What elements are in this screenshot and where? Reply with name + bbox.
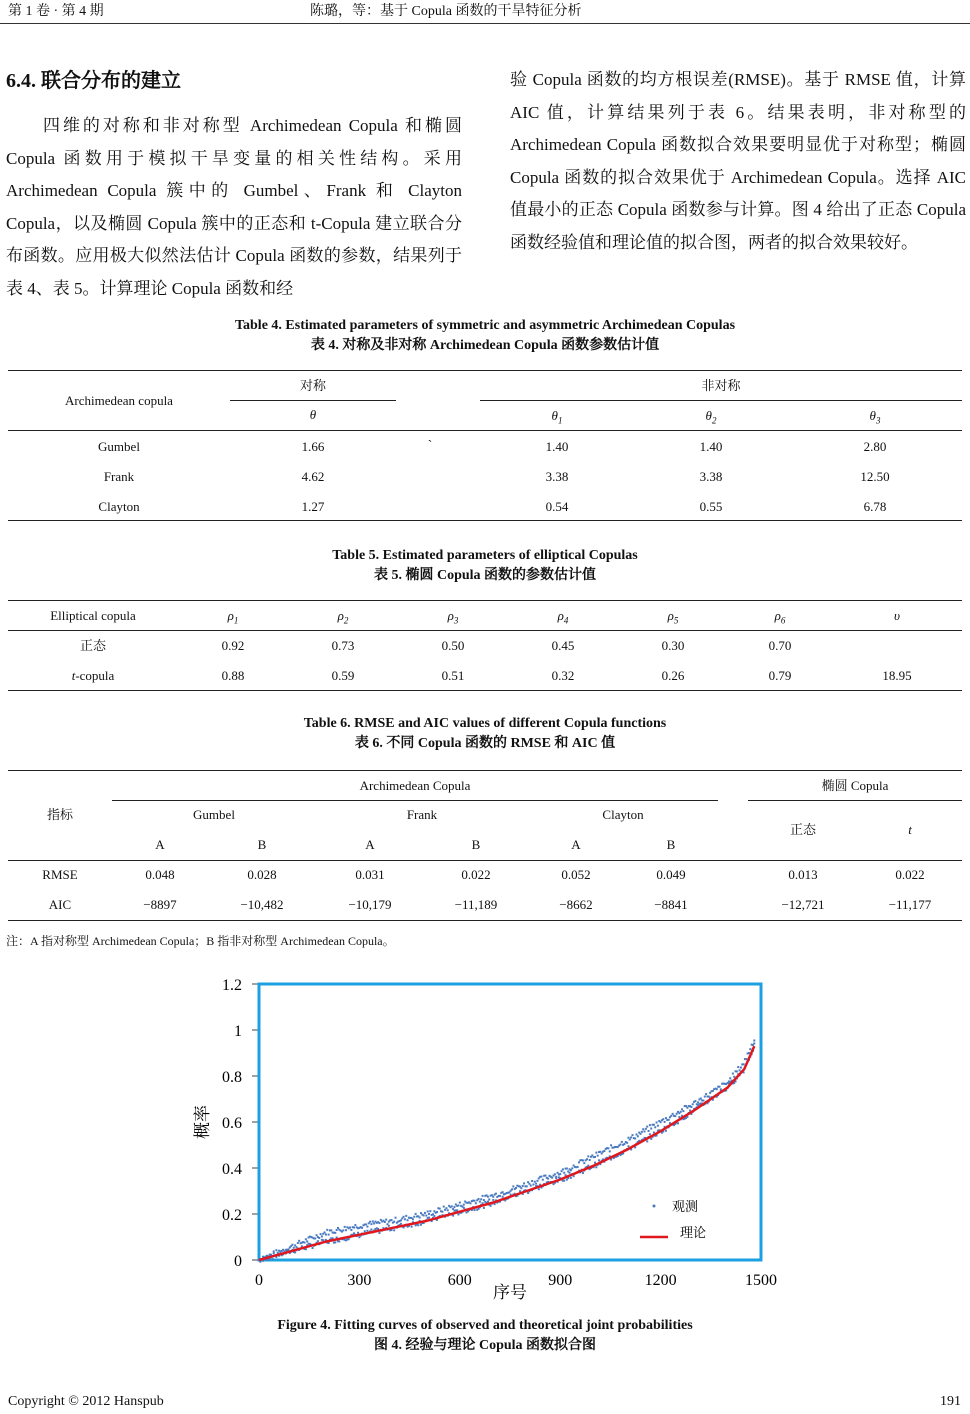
x-tick-label: 300 — [347, 1272, 372, 1289]
observed-point — [361, 1227, 363, 1229]
observed-point — [404, 1218, 406, 1220]
observed-point — [499, 1195, 501, 1197]
observed-point — [273, 1250, 275, 1252]
observed-point — [400, 1223, 402, 1225]
observed-point — [559, 1173, 561, 1175]
observed-point — [457, 1205, 459, 1207]
observed-point — [598, 1159, 600, 1161]
observed-point — [403, 1216, 405, 1218]
x-tick-label: 1200 — [644, 1272, 677, 1289]
observed-point — [439, 1208, 441, 1210]
observed-point — [749, 1048, 751, 1050]
table4-sym: 对称 — [299, 378, 326, 393]
observed-point — [645, 1128, 647, 1130]
observed-point — [538, 1188, 540, 1190]
observed-point — [297, 1242, 299, 1244]
observed-point — [527, 1192, 529, 1194]
observed-point — [287, 1249, 289, 1251]
observed-point — [334, 1241, 336, 1243]
observed-point — [317, 1240, 319, 1242]
figure4-caption-en: Figure 4. Fitting curves of observed and theoretical joint probabilities — [277, 1318, 693, 1333]
observed-point — [648, 1130, 650, 1132]
observed-point — [293, 1247, 295, 1249]
observed-point — [733, 1076, 735, 1078]
observed-point — [668, 1119, 670, 1121]
observed-point — [563, 1180, 565, 1182]
observed-point — [523, 1182, 525, 1184]
section-title: 6.4. 联合分布的建立 — [6, 70, 181, 92]
observed-point — [433, 1215, 435, 1217]
observed-point — [417, 1224, 419, 1226]
x-tick-label: 600 — [447, 1272, 472, 1289]
observed-point — [427, 1210, 429, 1212]
observed-point — [372, 1220, 374, 1222]
table4-asym: 非对称 — [701, 378, 741, 393]
observed-point — [459, 1202, 461, 1204]
observed-point — [594, 1162, 596, 1164]
observed-point — [610, 1144, 612, 1146]
observed-point — [273, 1252, 275, 1254]
observed-point — [740, 1067, 742, 1069]
observed-point — [495, 1193, 497, 1195]
observed-point — [654, 1126, 656, 1128]
observed-point — [291, 1244, 293, 1246]
observed-point — [474, 1209, 476, 1211]
observed-point — [664, 1121, 666, 1123]
observed-point — [697, 1101, 699, 1103]
body-text-right: 验 Copula 函数的均方根误差(RMSE)。基于 RMSE 值，计算 AIC 值，计算结果列于表 6。结果表明，非对称型的 Archimedean Copula 函数拟合效果要明显优于对称型；椭圆 Copula 函数的拟合效果优于 Archimedean Copula。选择 AIC 值最小的正态 Copula 函数参与计算。图 4 给出了正态 Copula 函数经验值和理论值的拟合图，两者的拟合效果较好。 — [510, 70, 966, 252]
observed-point — [609, 1150, 611, 1152]
observed-point — [665, 1130, 667, 1132]
observed-point — [330, 1229, 332, 1231]
observed-point — [298, 1240, 300, 1242]
observed-point — [591, 1154, 593, 1156]
footer-copyright: Copyright © 2012 Hanspub — [8, 1394, 164, 1409]
observed-point — [702, 1100, 704, 1102]
observed-point — [561, 1170, 563, 1172]
observed-point — [393, 1221, 395, 1223]
observed-point — [432, 1213, 434, 1215]
observed-point — [411, 1226, 413, 1228]
observed-point — [665, 1117, 667, 1119]
observed-point — [483, 1199, 485, 1201]
observed-point — [601, 1153, 603, 1155]
observed-point — [325, 1234, 327, 1236]
observed-point — [378, 1232, 380, 1234]
observed-point — [326, 1229, 328, 1231]
observed-point — [653, 1124, 655, 1126]
observed-point — [350, 1229, 352, 1231]
observed-point — [328, 1234, 330, 1236]
observed-point — [429, 1210, 431, 1212]
observed-point — [412, 1218, 414, 1220]
observed-point — [492, 1196, 494, 1198]
observed-point — [578, 1161, 580, 1163]
observed-point — [562, 1168, 564, 1170]
table4-stray-mark: ` — [427, 437, 433, 452]
observed-point — [595, 1166, 597, 1168]
observed-point — [662, 1118, 664, 1120]
table5-caption-zh: 表 5. 椭圆 Copula 函数的参数估计值 — [373, 568, 597, 583]
observed-point — [551, 1177, 553, 1179]
observed-point — [642, 1128, 644, 1130]
observed-point — [502, 1196, 504, 1198]
observed-point — [369, 1221, 371, 1223]
legend-observed-label: 观测 — [672, 1199, 699, 1214]
observed-point — [650, 1138, 652, 1140]
observed-point — [348, 1238, 350, 1240]
observed-point — [407, 1219, 409, 1221]
observed-point — [621, 1141, 623, 1143]
observed-point — [304, 1242, 306, 1244]
observed-point — [428, 1213, 430, 1215]
observed-point — [324, 1231, 326, 1233]
observed-point — [483, 1207, 485, 1209]
observed-point — [526, 1185, 528, 1187]
observed-point — [413, 1216, 415, 1218]
table6-caption-en: Table 6. RMSE and AIC values of different Copula functions — [303, 716, 667, 731]
observed-point — [743, 1063, 745, 1065]
observed-point — [321, 1235, 323, 1237]
y-tick-label: 0.4 — [222, 1161, 242, 1178]
observed-point — [405, 1215, 407, 1217]
figure4-caption-zh: 图 4. 经验与理论 Copula 函数拟合图 — [373, 1338, 597, 1353]
observed-point — [436, 1211, 438, 1213]
observed-point — [705, 1093, 707, 1095]
observed-point — [488, 1198, 490, 1200]
observed-point — [342, 1229, 344, 1231]
observed-point — [474, 1200, 476, 1202]
observed-point — [451, 1205, 453, 1207]
legend-observed-marker — [653, 1205, 656, 1208]
observed-point — [631, 1134, 633, 1136]
observed-point — [626, 1142, 628, 1144]
observed-point — [536, 1180, 538, 1182]
observed-point — [535, 1183, 537, 1185]
observed-point — [502, 1191, 504, 1193]
table4-caption-en: Table 4. Estimated parameters of symmetric and asymmetric Archimedean Copulas — [234, 318, 736, 333]
observed-point — [522, 1185, 524, 1187]
observed-point — [487, 1196, 489, 1198]
observed-point — [692, 1103, 694, 1105]
observed-point — [511, 1188, 513, 1190]
observed-point — [582, 1159, 584, 1161]
observed-point — [530, 1185, 532, 1187]
observed-point — [569, 1172, 571, 1174]
observed-point — [672, 1113, 674, 1115]
y-tick-label: 1 — [234, 1023, 242, 1040]
observed-point — [370, 1229, 372, 1231]
observed-point — [470, 1202, 472, 1204]
observed-point — [649, 1133, 651, 1135]
observed-point — [294, 1251, 296, 1253]
observed-point — [634, 1137, 636, 1139]
plot-frame — [259, 984, 761, 1260]
observed-point — [378, 1222, 380, 1224]
running-header-volume: 第 1 卷 · 第 4 期 — [8, 4, 104, 19]
observed-point — [515, 1187, 517, 1189]
observed-point — [597, 1155, 599, 1157]
observed-point — [540, 1176, 542, 1178]
observed-point — [589, 1159, 591, 1161]
observed-point — [650, 1128, 652, 1130]
x-tick-label: 0 — [255, 1272, 263, 1289]
table-note: 注：A 指对称型 Archimedean Copula；B 指非对称型 Archimedean Copula。 — [6, 934, 395, 948]
observed-point — [660, 1121, 662, 1123]
observed-point — [676, 1113, 678, 1115]
observed-point — [492, 1199, 494, 1201]
observed-point — [690, 1106, 692, 1108]
table4-caption-zh: 表 4. 对称及非对称 Archimedean Copula 函数参数估计值 — [310, 338, 660, 353]
observed-point — [737, 1066, 739, 1068]
observed-point — [528, 1183, 530, 1185]
footer-page-number: 191 — [940, 1394, 961, 1409]
observed-point — [739, 1069, 741, 1071]
observed-point — [599, 1151, 601, 1153]
observed-point — [656, 1121, 658, 1123]
observed-point — [373, 1222, 375, 1224]
observed-point — [657, 1125, 659, 1127]
observed-point — [681, 1108, 683, 1110]
x-tick-label: 1500 — [745, 1272, 777, 1289]
observed-point — [463, 1207, 465, 1209]
observed-point — [479, 1201, 481, 1203]
observed-point — [337, 1227, 339, 1229]
observed-point — [563, 1172, 565, 1174]
observed-point — [627, 1145, 629, 1147]
observed-point — [490, 1205, 492, 1207]
observed-point — [544, 1175, 546, 1177]
observed-point — [753, 1042, 755, 1044]
header-rule — [0, 23, 970, 24]
observed-point — [566, 1167, 568, 1169]
observed-point — [441, 1211, 443, 1213]
observed-point — [603, 1150, 605, 1152]
observed-point — [482, 1195, 484, 1197]
observed-point — [415, 1213, 417, 1215]
observed-point — [680, 1111, 682, 1113]
figure4-chart — [180, 966, 800, 1306]
observed-point — [354, 1224, 356, 1226]
observed-point — [420, 1224, 422, 1226]
observed-point — [636, 1133, 638, 1135]
observed-point — [547, 1178, 549, 1180]
observed-point — [682, 1110, 684, 1112]
observed-point — [487, 1201, 489, 1203]
observed-point — [336, 1229, 338, 1231]
observed-point — [314, 1237, 316, 1239]
observed-point — [704, 1096, 706, 1098]
observed-point — [554, 1173, 556, 1175]
observed-point — [271, 1258, 273, 1260]
observed-point — [338, 1240, 340, 1242]
observed-point — [542, 1179, 544, 1181]
observed-point — [630, 1136, 632, 1138]
observed-point — [619, 1144, 621, 1146]
y-tick-label: 1.2 — [222, 977, 242, 994]
observed-point — [457, 1213, 459, 1215]
observed-point — [732, 1073, 734, 1075]
observed-point — [646, 1126, 648, 1128]
observed-point — [694, 1100, 696, 1102]
observed-point — [391, 1219, 393, 1221]
table4-theta: θ — [309, 407, 317, 422]
observed-point — [366, 1226, 368, 1228]
observed-point — [385, 1219, 387, 1221]
observed-point — [275, 1249, 277, 1251]
observed-point — [447, 1209, 449, 1211]
observed-point — [531, 1180, 533, 1182]
observed-point — [425, 1215, 427, 1217]
observed-point — [344, 1226, 346, 1228]
observed-point — [453, 1206, 455, 1208]
x-axis-label: 序号 — [493, 1283, 527, 1302]
observed-point — [452, 1208, 454, 1210]
observed-point — [753, 1040, 755, 1042]
observed-point — [719, 1086, 721, 1088]
observed-point — [395, 1217, 397, 1219]
observed-point — [532, 1184, 534, 1186]
observed-point — [475, 1202, 477, 1204]
table5-caption-en: Table 5. Estimated parameters of elliptical Copulas — [332, 548, 638, 563]
observed-point — [318, 1237, 320, 1239]
observed-point — [736, 1070, 738, 1072]
observed-point — [677, 1122, 679, 1124]
y-axis-label: 概率 — [193, 1105, 212, 1139]
y-tick-label: 0 — [234, 1253, 242, 1270]
observed-point — [555, 1177, 557, 1179]
observed-point — [312, 1247, 314, 1249]
observed-point — [364, 1230, 366, 1232]
table4-theta1: $\theta_1$ — [551, 408, 563, 426]
observed-point — [649, 1124, 651, 1126]
observed-point — [365, 1223, 367, 1225]
observed-point — [384, 1221, 386, 1223]
observed-point — [627, 1137, 629, 1139]
observed-point — [423, 1214, 425, 1216]
observed-point — [478, 1198, 480, 1200]
observed-point — [294, 1244, 296, 1246]
observed-point — [320, 1233, 322, 1235]
observed-point — [570, 1177, 572, 1179]
observed-point — [349, 1227, 351, 1229]
observed-point — [419, 1217, 421, 1219]
y-tick-label: 0.2 — [222, 1207, 242, 1224]
running-header-title: 陈璐，等：基于 Copula 函数的干旱特征分析 — [310, 4, 582, 19]
table6-caption-zh: 表 6. 不同 Copula 函数的 RMSE 和 AIC 值 — [354, 736, 616, 751]
observed-point — [388, 1225, 390, 1227]
y-tick-label: 0.8 — [222, 1069, 242, 1086]
observed-point — [623, 1143, 625, 1145]
observed-point — [353, 1227, 355, 1229]
observed-point — [366, 1230, 368, 1232]
observed-point — [670, 1115, 672, 1117]
observed-point — [583, 1162, 585, 1164]
observed-point — [512, 1185, 514, 1187]
observed-point — [443, 1206, 445, 1208]
table4-theta3: $\theta_3$ — [869, 408, 881, 426]
observed-point — [571, 1167, 573, 1169]
observed-point — [445, 1207, 447, 1209]
observed-point — [570, 1169, 572, 1171]
body-text-left: 四维的对称和非对称型 Archimedean Copula 和椭圆 Copula 函数用于模拟干旱变量的相关性结构。采用 Archimedean Copula 簇中的 Gumbel、Frank 和 Clayton Copula，以及椭圆 Copula 簇中的正态和 t-Copula 建立联合分布函数。应用极大似然法估计 Copula 函数的参数，结果列于表 4、表 5。计算理论 Copula 函数和经 — [6, 116, 462, 298]
observed-point — [594, 1156, 596, 1158]
legend — [640, 1199, 706, 1240]
observed-point — [480, 1198, 482, 1200]
observed-point — [316, 1234, 318, 1236]
observed-point — [345, 1229, 347, 1231]
observed-point — [463, 1204, 465, 1206]
observed-point — [357, 1232, 359, 1234]
observed-point — [716, 1088, 718, 1090]
observed-point — [534, 1181, 536, 1183]
observed-point — [428, 1217, 430, 1219]
observed-point — [393, 1229, 395, 1231]
observed-point — [644, 1130, 646, 1132]
observed-point — [587, 1155, 589, 1157]
observed-point — [646, 1140, 648, 1142]
table4-theta2: $\theta_2$ — [705, 408, 717, 426]
legend-theory-label: 理论 — [680, 1225, 707, 1240]
observed-point — [400, 1219, 402, 1221]
observed-point — [557, 1172, 559, 1174]
observed-point — [595, 1152, 597, 1154]
observed-point — [520, 1187, 522, 1189]
observed-point — [586, 1158, 588, 1160]
observed-point — [640, 1133, 642, 1135]
observed-point — [607, 1147, 609, 1149]
observed-point — [641, 1131, 643, 1133]
observed-point — [306, 1240, 308, 1242]
observed-point — [577, 1166, 579, 1168]
observed-point — [729, 1077, 731, 1079]
observed-point — [370, 1223, 372, 1225]
observed-point — [334, 1232, 336, 1234]
y-tick-label: 0.6 — [222, 1115, 242, 1132]
observed-point — [305, 1238, 307, 1240]
x-tick-label: 900 — [548, 1272, 573, 1289]
observed-point — [712, 1090, 714, 1092]
observed-point — [582, 1172, 584, 1174]
table4-row-header: Archimedean copula — [65, 393, 173, 408]
observed-point — [629, 1138, 631, 1140]
observed-point — [674, 1115, 676, 1117]
observed-point — [700, 1097, 702, 1099]
observed-point — [424, 1212, 426, 1214]
observed-point — [637, 1135, 639, 1137]
